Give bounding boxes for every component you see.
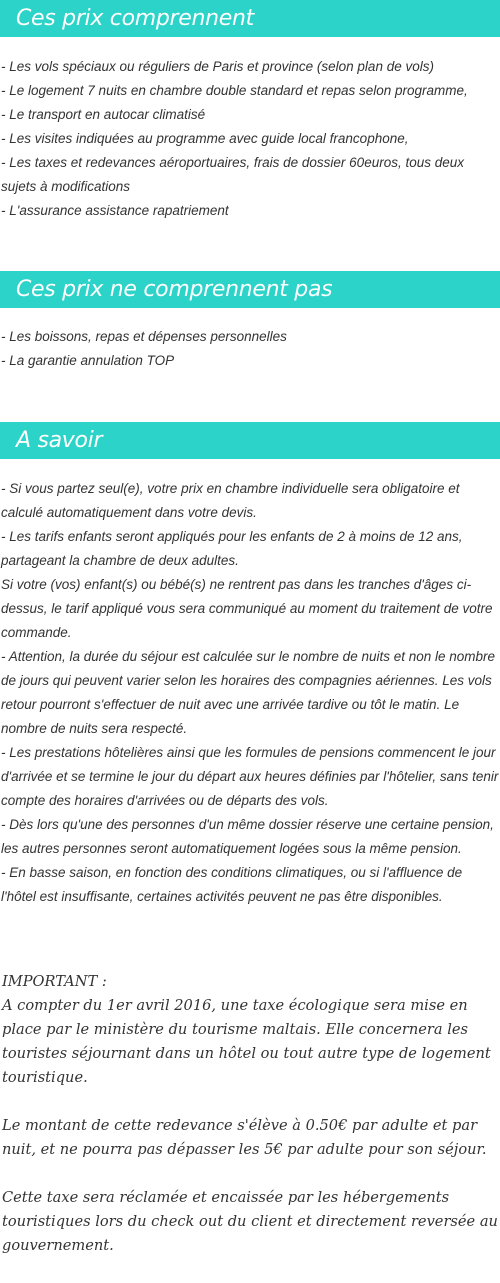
excluded-list — [0, 325, 500, 373]
list-item: - Le logement 7 nuits en chambre double standard et repas selon programme, — [1, 83, 468, 98]
excluded-section-header — [0, 271, 500, 308]
included-section-header — [0, 0, 500, 37]
list-item: - Attention, la durée du séjour est calculée sur le nombre de nuits et non le nombre de jours qui peuvent varier selon les horaires des compagnies aériennes. Les vols retour pourront s'effectuer de nuit avec une arrivée tardive ou tôt le matin. Le nombre de nuits sera respecté. — [1, 649, 496, 736]
list-item: - Les taxes et redevances aéroportuaires, frais de dossier 60euros, tous deux sujets à modifications — [1, 155, 465, 194]
included-list — [0, 55, 500, 223]
list-item: - Les visites indiquées au programme avec guide local francophone, — [1, 131, 409, 146]
important-paragraph: A compter du 1er avril 2016, une taxe écologique sera mise en place par le ministère du tourisme maltais. Elle concernera les touristes séjournant dans un hôtel ou tout autre type de logement touristique. — [2, 997, 491, 1086]
list-item: - Le transport en autocar climatisé — [1, 107, 206, 122]
list-item: - Les boissons, repas et dépenses personnelles — [1, 329, 287, 344]
important-paragraph: Le montant de cette redevance s'élève à 0.50€ par adulte et par nuit, et ne pourra pas dépasser les 5€ par adulte pour son séjour. — [2, 1117, 487, 1158]
list-item: - Dès lors qu'une des personnes d'un même dossier réserve une certaine pension, les autres personnes seront automatiquement logées sous la même pension. — [1, 817, 494, 856]
list-item: Si votre (vos) enfant(s) ou bébé(s) ne rentrent pas dans les tranches d'âges ci-dessus, le tarif appliqué vous sera communiqué au moment du traitement de votre commande. — [1, 577, 493, 640]
info-list — [0, 477, 500, 909]
important-paragraph: Cette taxe sera réclamée et encaissée par les hébergements touristiques lors du check out du client et directement reversée au gouvernement. — [2, 1189, 498, 1254]
important-heading: IMPORTANT : — [2, 973, 107, 990]
excluded-section-title: Ces prix ne comprennent pas — [16, 277, 333, 302]
list-item: - Les tarifs enfants seront appliqués pour les enfants de 2 à moins de 12 ans, partageant la chambre de deux adultes. — [1, 529, 463, 568]
list-item: - La garantie annulation TOP — [1, 353, 175, 368]
list-item: - Les prestations hôtelières ainsi que les formules de pensions commencent le jour d'arrivée et se termine le jour du départ aux heures définies par l'hôtelier, sans tenir compte des horaires d'arrivées ou de départs des vols. — [1, 745, 499, 808]
list-item: - En basse saison, en fonction des conditions climatiques, ou si l'affluence de l'hôtel est insuffisante, certaines activités peuvent ne pas être disponibles. — [1, 865, 463, 904]
info-section-header — [0, 422, 500, 459]
list-item: - Les vols spéciaux ou réguliers de Paris et province (selon plan de vols) — [1, 59, 434, 74]
important-notice — [2, 970, 500, 1258]
info-section-title: A savoir — [16, 428, 103, 453]
list-item: - Si vous partez seul(e), votre prix en chambre individuelle sera obligatoire et calculé automatiquement dans votre devis. — [1, 481, 460, 520]
included-section-title: Ces prix comprennent — [16, 6, 255, 31]
list-item: - L'assurance assistance rapatriement — [1, 203, 229, 218]
